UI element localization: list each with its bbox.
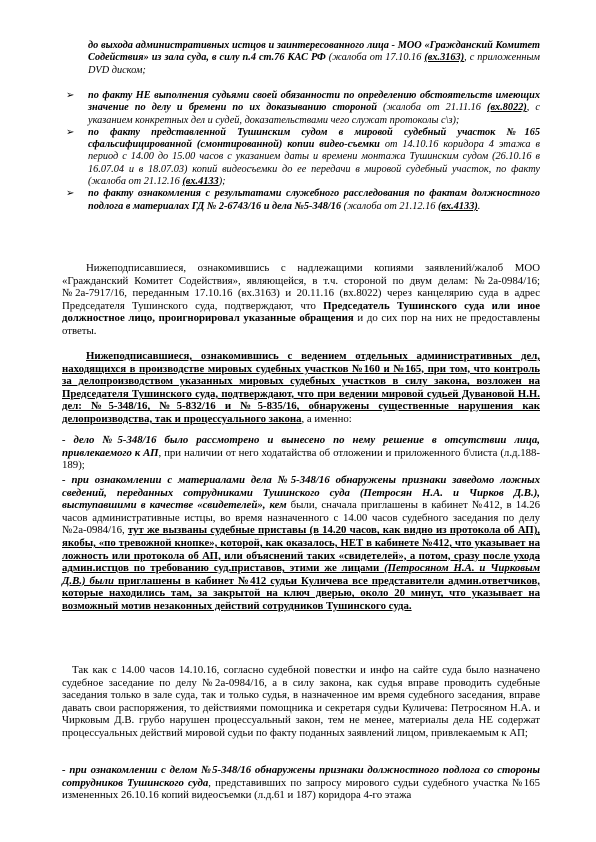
item-text: были, сначала приглашены в кабинет №412, в 14.26 часов административные истцы, во время назначенного с 14.00 часов судебного заседания по делу №2а-0984/16, [62,499,540,537]
item-text: , при наличии от него ходатайства об отложении и приложенного б\листа (л.д.188-189); [62,446,541,472]
continuation-bold: до выхода административных истцов и заинтересованного лица - МОО «Гражданский Комитет Содействия» из зала суда, в силу п.4 ст.76 КАС РФ [88,40,540,64]
paragraph-text: , а именно: [301,412,352,425]
bullet-italic-text: от 14.10.16 коридора 4 этажа в период с 14.00 до 15.00 часов с указанием даты и времени монтажа Тушинским судом (26.10.16 в 16.07.04 и в 18.07.03) копий видеосъемки до ее передачи в мировой судебный участок, по факту (жалоба от 21.12.16 [88,139,540,188]
bullet-bold-text: по факту представленной Тушинским судом в мировой судебный участок №165 сфальсифицированной (смонтированной) копии видео-съемки [88,126,540,151]
arrow-bullet-icon: ➢ [66,188,75,200]
item-text: , представивших по запросу мирового судьи судебного участка №165 измененных 26.10.16 копий видеосъемки (л.д.61 и 187) коридора 4-го этажа [62,776,540,802]
paragraph-text: Нижеподписавшиеся, ознакомившись с надлежащими копиями заявлений/жалоб МОО «Гражданский Комитет Содействия», являющейся, в т.ч. стороной по двум делам: №2а-0984/16; №2а-7917/16, переданным 17.10.16 (вх.3163) и 20.11.16 (вх.8022) через канцелярию суда в адрес Председателя Тушинского суда, подтверждают, что [62,262,540,312]
paragraph-bold-underlined: Нижеподписавшиеся, ознакомившись с ведением отдельных административных дел, находящихся в производстве мировых судебных участков №160 и №165, при том, что контроль за делопроизводством указанных мировых судебных участков в силу закона, возложен на Председателя Тушинского суда, подтверждают, что при ведении мировой судьей Дувановой Н.Н. дел: №5-348/16, №5-832/16 и №5-835/16, обнаружены существенные нарушения как делопроизводства, так и процессуального закона [62,350,540,425]
arrow-bullet-icon: ➢ [66,90,75,101]
item-bold-underlined: приглашены в кабинет №412 судьи Куличева все представители админ.ответчиков, которые находились там, за закрытой на ключ дверью, около 20 минут, что указывает на возможный мотив незаконных действий сотрудников Тушинского суда. [62,574,540,612]
bullet-italic-text: (жалоба от 21.11.16 [376,102,488,114]
paragraph-appeals [62,262,540,338]
bullet-italic-text: ); [218,176,226,188]
item-false-testimony [62,474,540,613]
item-forgery [62,764,540,802]
item-bold-italic: - дело №5-348/16 было рассмотрено и вынесено по нему решение в отсутствии лица, привлекаемого к АП [62,434,540,459]
continuation-text [62,40,540,77]
bullet-item [62,188,540,213]
arrow-bullet-icon: ➢ [66,126,75,138]
reference-number: (вх.3163) [424,52,465,64]
reference-number: (вх.8022) [487,102,527,114]
reference-number: (вх.4133) [438,200,478,212]
bullet-item [62,127,540,188]
item-bold-italic: - при ознакомлении с делом №5-348/16 обнаружены признаки должностного подлога со стороны сотрудников Тушинского суда [62,764,540,789]
bullet-bold-text: по факту НЕ выполнения судьями своей обязанности по определению обстоятельств имеющих значение по делу и бремени по их доказыванию стороной [88,90,540,114]
item-bold-underlined: тут же вызваны судебные приставы (в 14.20 часов, как видно из протокола об АП), якобы, «по тревожной кнопке», которой, как оказалось, НЕТ в кабинете №412, что указывает на ложность или протокола об АП, или объяснений таких «свидетелей», а потом, сразу после ухода админ.истцов по требованию суд.приставов, этими же лицами [62,524,540,575]
bullet-list [62,90,540,213]
paragraph-text: и до сих пор на них не предоставлены ответы. [62,312,540,337]
bullet-bold-text: по факту ознакомления с результатами служебного расследования по фактам должностного подлога в материалах ГД № 2-6743/16 и дела №5-348/16 [88,188,540,212]
item-bold-italic-underlined: (Петросяном Н.А. и Чирковым Д.В.) были [62,562,540,587]
paragraph-violations [62,350,540,426]
paragraph-bold: Председатель Тушинского суда или иное должностное лицо, проигнорировал указанные обращения [62,299,541,325]
continuation-tail: , с приложенным DVD диском; [88,52,541,76]
paragraph-procedure: Так как с 14.00 часов 14.10.16, согласно судебной повестки и инфо на сайте суда было назначено судебное заседание по делу №2а-0984/16, а в силу закона, как судья вправе проводить судебные заседания только в зале суда, так и только судья, в назначенное им время судебного заседания, вправе давать свои распоряжения, то действиями помощника и секретаря судьи Куличева: Петросяном Н.А. и Чирковым Д.В. грубо нарушен процессуальный закон, тем не менее, материалы дела НЕ содержат процессуальных действий мировой судьи по факту поданных заявлений лицом, привлекаемым к АП; [62,664,540,739]
bullet-item [62,90,540,127]
item-bold-italic: - при ознакомлении с материалами дела №5-348/16 обнаружены признаки заведомо ложных сведений, переданных сотрудниками Тушинского суда (Петросян Н.А. и Чирков Д.В.), выступавшими в качестве «свидетелей», кем [62,474,540,512]
bullet-italic-text: , с указанием конкретных дел и судей, доказательствами чего служат протоколы с\з); [88,102,540,126]
bullet-italic-text: (жалоба от 21.12.16 [341,200,438,212]
item-case-348 [62,434,540,472]
bullet-italic-text: . [477,200,481,212]
continuation-italic: (жалоба от 17.10.16 [325,52,425,64]
reference-number: (вх.4133 [182,176,219,188]
